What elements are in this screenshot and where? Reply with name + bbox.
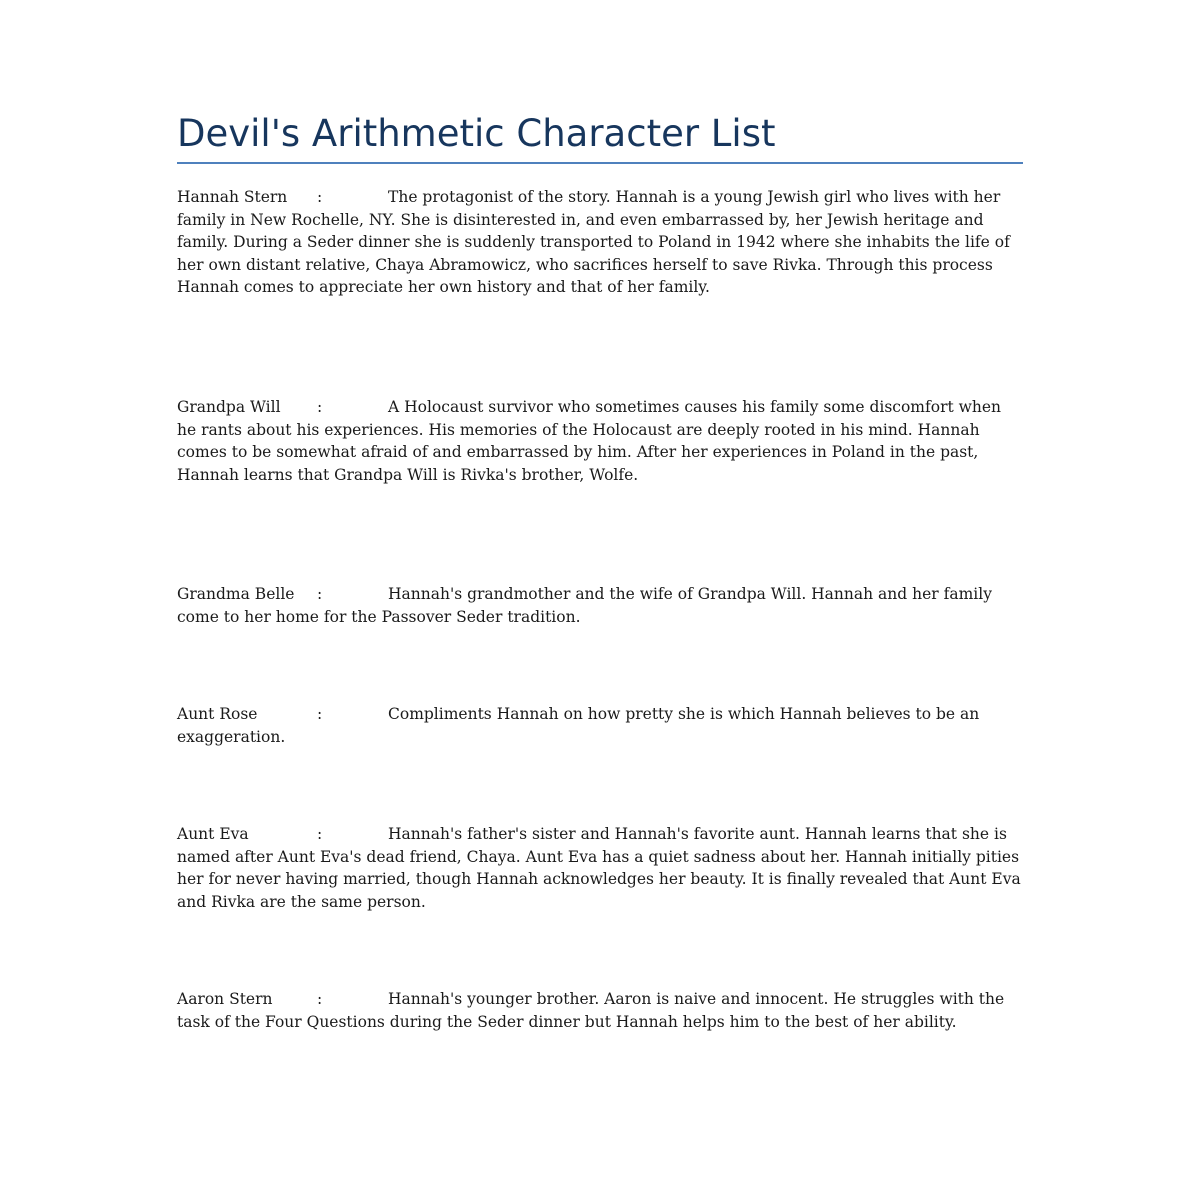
character-separator: : — [317, 585, 323, 603]
character-separator: : — [317, 825, 323, 843]
character-entry-hannah-stern — [177, 186, 1023, 299]
character-name: Aaron Stern — [177, 990, 273, 1008]
character-description: The protagonist of the story. Hannah is a young Jewish girl who lives with her family in New Rochelle, NY. She is disinterested in, and even embarrassed by, her Jewish heritage and family. During a Seder dinner she is suddenly transported to Poland in 1942 where she inhabits the life of her own distant relative, Chaya Abramowicz, who sacrifices herself to save Rivka. Through this process Hannah comes to appreciate her own history and that of her family. — [177, 188, 1010, 297]
character-description: Hannah's grandmother and the wife of Grandpa Will. Hannah and her family come to her home for the Passover Seder tradition. — [177, 585, 992, 626]
character-entry-grandma-belle — [177, 583, 1023, 628]
character-separator: : — [317, 990, 323, 1008]
character-separator: : — [317, 398, 323, 416]
character-entry-aunt-eva — [177, 823, 1023, 913]
character-name: Aunt Rose — [177, 705, 258, 723]
character-name: Grandpa Will — [177, 398, 281, 416]
character-description: Hannah's younger brother. Aaron is naive and innocent. He struggles with the task of the Four Questions during the Seder dinner but Hannah helps him to the best of her ability. — [177, 990, 1005, 1031]
character-separator: : — [317, 705, 323, 723]
title-underline — [177, 162, 1023, 164]
character-entry-aaron-stern — [177, 988, 1023, 1033]
character-description: Compliments Hannah on how pretty she is which Hannah believes to be an exaggeration. — [177, 705, 980, 746]
character-separator: : — [317, 188, 323, 206]
document-title: Devil's Arithmetic Character List — [177, 112, 776, 155]
character-description: A Holocaust survivor who sometimes causes his family some discomfort when he rants about his experiences. His memories of the Holocaust are deeply rooted in his mind. Hannah comes to be somewhat afraid of and embarrassed by him. After her experiences in Poland in the past, Hannah learns that Grandpa Will is Rivka's brother, Wolfe. — [177, 398, 1002, 484]
character-name: Grandma Belle — [177, 585, 295, 603]
character-entry-aunt-rose — [177, 703, 1023, 748]
character-name: Hannah Stern — [177, 188, 288, 206]
character-description: Hannah's father's sister and Hannah's favorite aunt. Hannah learns that she is named after Aunt Eva's dead friend, Chaya. Aunt Eva has a quiet sadness about her. Hannah initially pities her for never having married, though Hannah acknowledges her beauty. It is finally revealed that Aunt Eva and Rivka are the same person. — [177, 825, 1021, 911]
character-name: Aunt Eva — [177, 825, 249, 843]
character-entry-grandpa-will — [177, 396, 1023, 486]
